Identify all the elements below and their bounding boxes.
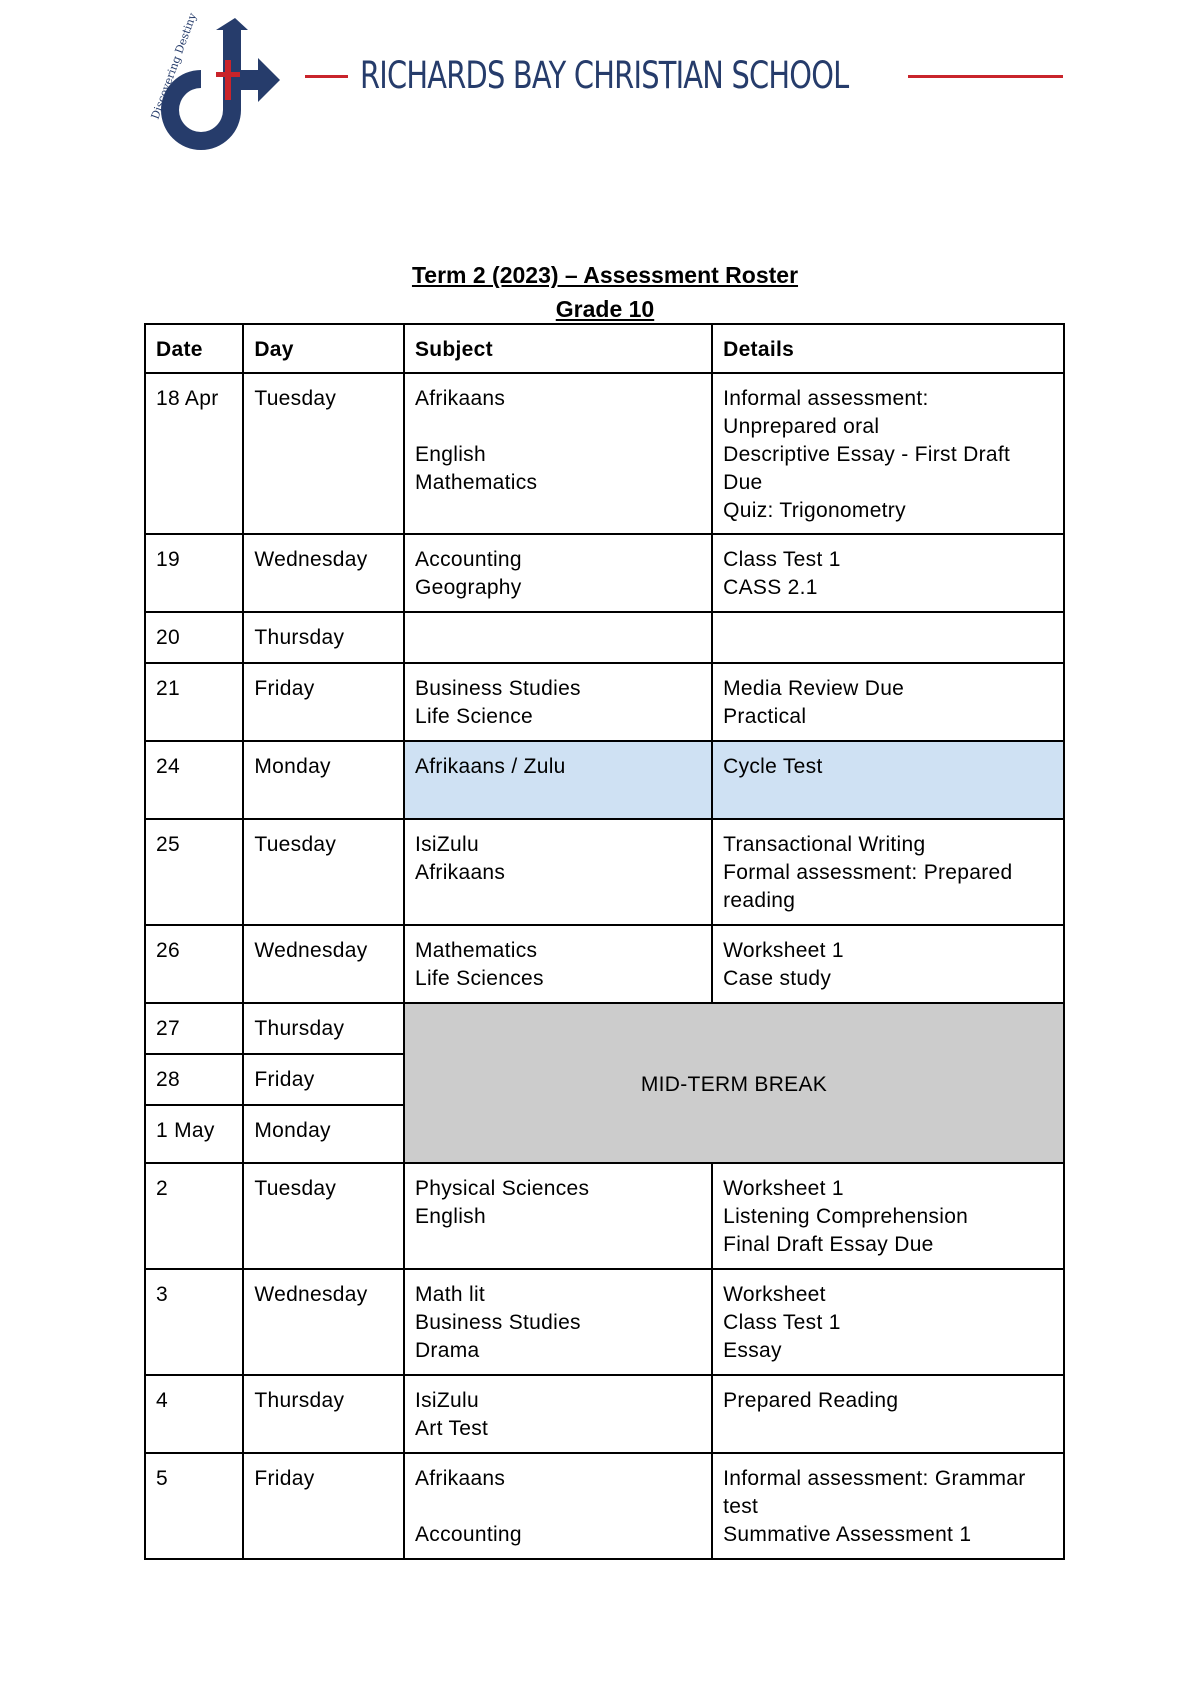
day-cell: Thursday (243, 612, 404, 663)
day-cell: Wednesday (243, 534, 404, 612)
details-cell (712, 1453, 1064, 1559)
date-cell: 19 (145, 534, 243, 612)
details-cell-line: Class Test 1 (723, 1311, 841, 1334)
day-cell: Thursday (243, 1003, 404, 1054)
subject-cell-line: Mathematics (414, 939, 538, 962)
subject-cell (404, 819, 712, 925)
subject-cell-line: IsiZulu (414, 833, 479, 856)
header-date: Date (145, 324, 243, 373)
subject-cell (404, 612, 712, 663)
details-cell-line: Quiz: Trigonometry (723, 499, 906, 522)
subject-cell-line (415, 1493, 701, 1521)
day-cell: Friday (243, 1054, 404, 1105)
date-cell: 28 (145, 1054, 243, 1105)
date-cell: 27 (145, 1003, 243, 1054)
subject-cell-line: Geography (414, 576, 522, 599)
header-details: Details (712, 324, 1064, 373)
date-cell: 25 (145, 819, 243, 925)
subject-cell-line: Math lit (414, 1283, 486, 1306)
subject-cell-line (415, 413, 701, 441)
table-row (145, 819, 1064, 925)
day-cell: Monday (243, 741, 404, 819)
day-cell: Tuesday (243, 819, 404, 925)
details-cell-line: Descriptive Essay - First Draft (723, 443, 1011, 466)
day-cell: Friday (243, 1453, 404, 1559)
subject-cell-line: Art Test (414, 1417, 489, 1440)
table-row (145, 373, 1064, 534)
page-header (0, 0, 1200, 200)
date-cell: 2 (145, 1163, 243, 1269)
details-cell (712, 373, 1064, 534)
details-cell-line: Final Draft Essay Due (723, 1233, 934, 1256)
subject-cell-line: English (414, 1205, 486, 1228)
details-cell (712, 1375, 1064, 1453)
subject-cell (404, 663, 712, 741)
details-cell (712, 741, 1064, 819)
details-cell-line: Worksheet 1 (723, 1177, 844, 1200)
table-row (145, 925, 1064, 1003)
subject-cell-line: Business Studies (414, 1311, 581, 1334)
mid-term-break-cell: MID-TERM BREAK (404, 1003, 1064, 1163)
header-rule-right (908, 75, 1063, 78)
date-cell: 20 (145, 612, 243, 663)
subject-cell (404, 925, 712, 1003)
subject-cell-line: Life Sciences (414, 967, 544, 990)
details-cell-line: Case study (723, 967, 832, 990)
subject-cell-line: Afrikaans (414, 1467, 506, 1490)
details-cell-line: Transactional Writing (723, 833, 926, 856)
date-cell: 26 (145, 925, 243, 1003)
details-cell (712, 819, 1064, 925)
details-cell-line: test (723, 1495, 759, 1518)
day-cell: Friday (243, 663, 404, 741)
details-cell-line: Due (723, 471, 763, 494)
details-cell-line: Unprepared oral (723, 415, 880, 438)
table-header-row (145, 324, 1064, 373)
details-cell-line: Essay (723, 1339, 782, 1362)
day-cell: Tuesday (243, 373, 404, 534)
details-cell-line: reading (723, 889, 796, 912)
header-subject: Subject (404, 324, 712, 373)
details-cell-line: Listening Comprehension (723, 1205, 969, 1228)
subject-cell-line: Mathematics (414, 471, 538, 494)
date-cell: 5 (145, 1453, 243, 1559)
date-cell: 24 (145, 741, 243, 819)
table-row (145, 534, 1064, 612)
roster-title: Term 2 (2023) – Assessment Roster (411, 262, 799, 288)
table-row (145, 741, 1064, 819)
subject-cell-line: Physical Sciences (414, 1177, 590, 1200)
details-cell-line: Media Review Due (723, 677, 905, 700)
subject-cell-line: Afrikaans (414, 387, 506, 410)
table-row (145, 1003, 1064, 1054)
subject-cell (404, 1375, 712, 1453)
details-cell-line: Prepared Reading (723, 1389, 899, 1412)
subject-cell-line: Afrikaans / Zulu (414, 755, 566, 778)
details-cell (712, 925, 1064, 1003)
subject-cell (404, 1163, 712, 1269)
subject-cell-line: Accounting (414, 548, 522, 571)
table-body (145, 373, 1064, 1559)
details-cell (712, 663, 1064, 741)
details-cell-line: Informal assessment: (723, 387, 929, 410)
table-row (145, 1453, 1064, 1559)
header-rule-left (305, 75, 348, 78)
subject-cell-line: Afrikaans (414, 861, 506, 884)
day-cell: Monday (243, 1105, 404, 1163)
details-cell-line: Practical (723, 705, 807, 728)
details-cell (712, 1163, 1064, 1269)
details-cell-line: Worksheet (723, 1283, 826, 1306)
day-cell: Wednesday (243, 1269, 404, 1375)
date-cell: 18 Apr (145, 373, 243, 534)
table-row (145, 612, 1064, 663)
subject-cell (404, 373, 712, 534)
details-cell (712, 534, 1064, 612)
details-cell-line: Worksheet 1 (723, 939, 844, 962)
subject-cell-line: Drama (414, 1339, 480, 1362)
details-cell-line: CASS 2.1 (723, 576, 818, 599)
table-row (145, 1375, 1064, 1453)
subject-cell-line: Life Science (414, 705, 533, 728)
subject-cell-line: IsiZulu (414, 1389, 479, 1412)
details-cell-line: Cycle Test (723, 755, 823, 778)
table-row (145, 1269, 1064, 1375)
subject-cell (404, 741, 712, 819)
details-cell-line: Formal assessment: Prepared (723, 861, 1013, 884)
date-cell: 1 May (145, 1105, 243, 1163)
table-row (145, 663, 1064, 741)
details-cell-line: Summative Assessment 1 (723, 1523, 972, 1546)
subject-cell (404, 1269, 712, 1375)
header-day: Day (243, 324, 404, 373)
assessment-roster-table (144, 323, 1065, 1560)
details-cell-line: Class Test 1 (723, 548, 841, 571)
details-cell-line: Informal assessment: Grammar (723, 1467, 1026, 1490)
details-cell (712, 1269, 1064, 1375)
document-title (0, 258, 1200, 326)
school-name: RICHARDS BAY CHRISTIAN SCHOOL (360, 54, 849, 97)
motto-text: Discovering Destiny (148, 11, 200, 122)
grade-title: Grade 10 (555, 296, 655, 322)
day-cell: Wednesday (243, 925, 404, 1003)
subject-cell-line: Accounting (414, 1523, 522, 1546)
subject-cell-line: Business Studies (414, 677, 581, 700)
day-cell: Tuesday (243, 1163, 404, 1269)
school-logo-icon (140, 10, 310, 180)
table-row (145, 1163, 1064, 1269)
date-cell: 21 (145, 663, 243, 741)
day-cell: Thursday (243, 1375, 404, 1453)
subject-cell (404, 1453, 712, 1559)
date-cell: 4 (145, 1375, 243, 1453)
details-cell (712, 612, 1064, 663)
subject-cell (404, 534, 712, 612)
subject-cell-line: English (414, 443, 486, 466)
date-cell: 3 (145, 1269, 243, 1375)
